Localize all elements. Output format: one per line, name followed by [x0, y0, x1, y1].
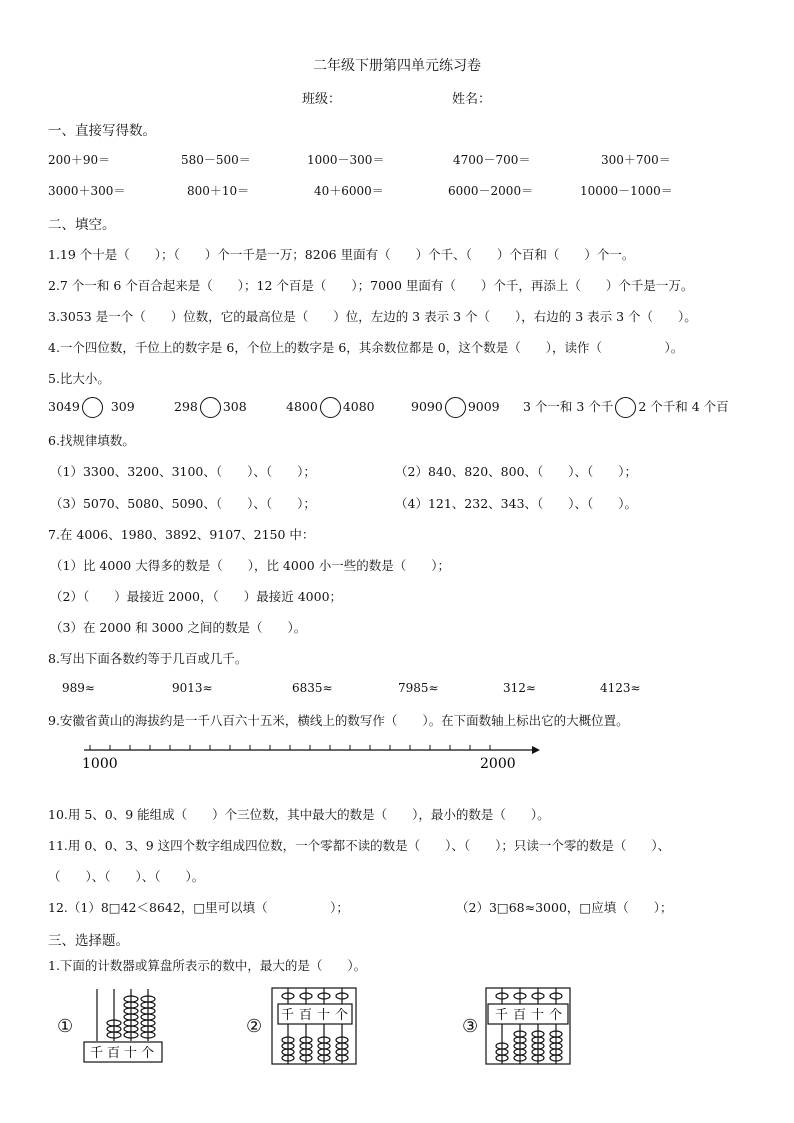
- compare-right: 308: [222, 399, 247, 414]
- compare-item: [523, 397, 729, 418]
- section-1-heading: 一、直接写得数。: [48, 123, 156, 139]
- question-6: 6.找规律填数。: [48, 433, 135, 448]
- svg-text:百: 百: [299, 1008, 313, 1023]
- question-7-1: （1）比 4000 大得多的数是（ ），比 4000 小一些的数是（ ）；: [50, 558, 450, 573]
- svg-text:十: 十: [531, 1008, 545, 1023]
- compare-right: 9009: [467, 399, 500, 414]
- question-7-2: （2）（ ）最接近 2000，（ ）最接近 4000；: [50, 589, 343, 604]
- calc-item: 1000－300＝: [307, 153, 385, 167]
- compare-right: 2 个千和 4 个百: [638, 399, 729, 414]
- compare-left: 4800: [286, 399, 318, 414]
- question-10: 10.用 5、0、9 能组成（ ）个三位数，其中最大的数是（ ），最小的数是（ ）。: [48, 807, 550, 822]
- estimate-item: 312≈: [503, 681, 536, 695]
- calc-item: 6000－2000＝: [448, 184, 534, 198]
- svg-text:千: 千: [495, 1008, 509, 1023]
- question-6-4: （4）121、232、343、（ ）、（ ）。: [395, 496, 638, 511]
- compare-left: 3 个一和 3 个千: [523, 399, 614, 414]
- question-6-2: （2）840、820、800、（ ）、（ ）；: [395, 464, 638, 479]
- compare-right: 4080: [342, 399, 375, 414]
- option-3-label[interactable]: ③: [462, 1016, 479, 1037]
- number-line-ticks: [90, 745, 490, 750]
- compare-left: 3049: [48, 399, 80, 414]
- estimate-item: 7985≈: [398, 681, 439, 695]
- calc-item: 200＋90＝: [48, 153, 111, 167]
- svg-text:个: 个: [141, 1046, 155, 1061]
- compare-item: [411, 397, 500, 418]
- compare-item: [174, 397, 247, 418]
- compare-item: [286, 397, 375, 418]
- calc-item: 800＋10＝: [187, 184, 250, 198]
- estimate-item: 4123≈: [600, 681, 641, 695]
- section-2-heading: 二、填空。: [48, 217, 116, 233]
- question-5: 5.比大小。: [48, 371, 110, 386]
- question-12-2: （2）3□68≈3000，□应填（ ）；: [456, 900, 673, 915]
- calc-item: 3000＋300＝: [48, 184, 126, 198]
- option-1-counting-frame: [80, 985, 166, 1067]
- axis-end-label: 2000: [480, 756, 516, 772]
- choice-question-1: 1.下面的计数器或算盘所表示的数中，最大的是（ ）。: [48, 958, 367, 973]
- estimate-item: 989≈: [62, 681, 95, 695]
- compare-right: 309: [110, 399, 135, 414]
- compare-circle[interactable]: [82, 397, 103, 418]
- calc-item: 40＋6000＝: [314, 184, 384, 198]
- svg-text:百: 百: [513, 1008, 527, 1023]
- svg-text:十: 十: [124, 1046, 138, 1061]
- question-11-continued: （ ）、（ ）、（ ）。: [48, 869, 205, 884]
- svg-text:千: 千: [90, 1046, 104, 1061]
- question-11: 11.用 0、0、3、9 这四个数字组成四位数，一个零都不读的数是（ ）、（ ）；只读一个零的数是（ ）、: [48, 838, 671, 853]
- number-line[interactable]: [80, 740, 550, 774]
- question-6-1: （1）3300、3200、3100、（ ）、（ ）；: [50, 464, 316, 479]
- question-7: 7.在 4006、1980、3892、9107、2150 中：: [48, 527, 315, 542]
- question-7-3: （3）在 2000 和 3000 之间的数是（ ）。: [50, 620, 307, 635]
- option-2-label[interactable]: ②: [246, 1016, 263, 1037]
- svg-text:十: 十: [317, 1008, 331, 1023]
- question-3: 3.3053 是一个（ ）位数，它的最高位是（ ）位，左边的 3 表示 3 个（ ），右边的 3 表示 3 个（ ）。: [48, 309, 697, 324]
- option-3-abacus: [484, 986, 574, 1068]
- question-4: 4.一个四位数，千位上的数字是 6，个位上的数字是 6，其余数位都是 0，这个数是（ ），读作（ ）。: [48, 340, 684, 355]
- question-12-1: 12.（1）8□42＜8642，□里可以填（ ）；: [48, 900, 349, 915]
- calc-item: 4700－700＝: [453, 153, 531, 167]
- compare-left: 298: [174, 399, 198, 414]
- calc-item: 10000－1000＝: [580, 184, 673, 198]
- svg-text:百: 百: [107, 1046, 121, 1061]
- compare-left: 9090: [411, 399, 443, 414]
- option-1-label[interactable]: ①: [57, 1016, 74, 1037]
- svg-text:千: 千: [281, 1008, 295, 1023]
- page-title: 二年级下册第四单元练习卷: [313, 58, 481, 74]
- question-2: 2.7 个一和 6 个百合起来是（ ）；12 个百是（ ）；7000 里面有（ ）个千，再添上（ ）个千是一万。: [48, 278, 694, 293]
- question-6-3: （3）5070、5080、5090、（ ）、（ ）；: [50, 496, 316, 511]
- compare-item: [48, 397, 135, 418]
- calc-item: 580－500＝: [181, 153, 251, 167]
- class-label: 班级：: [302, 92, 342, 107]
- compare-circle[interactable]: [615, 397, 636, 418]
- question-1: 1.19 个十是（ ）；（ ）个一千是一万；8206 里面有（ ）个千、（ ）个百和（ ）个一。: [48, 247, 635, 262]
- estimate-item: 9013≈: [172, 681, 213, 695]
- question-8: 8.写出下面各数约等于几百或几千。: [48, 651, 248, 666]
- section-3-heading: 三、选择题。: [48, 933, 129, 949]
- option-2-abacus: [270, 986, 360, 1068]
- number-line-arrow: [532, 746, 540, 754]
- estimate-item: 6835≈: [292, 681, 333, 695]
- svg-text:个: 个: [335, 1008, 349, 1023]
- axis-start-label: 1000: [82, 756, 118, 772]
- compare-circle[interactable]: [320, 397, 341, 418]
- svg-text:个: 个: [549, 1008, 563, 1023]
- question-9: 9.安徽省黄山的海拔约是一千八百六十五米，横线上的数写作（ ）。在下面数轴上标出它的大概位置。: [48, 713, 629, 728]
- calc-item: 300＋700＝: [601, 153, 671, 167]
- name-label: 姓名：: [452, 92, 492, 107]
- compare-circle[interactable]: [445, 397, 466, 418]
- compare-circle[interactable]: [200, 397, 221, 418]
